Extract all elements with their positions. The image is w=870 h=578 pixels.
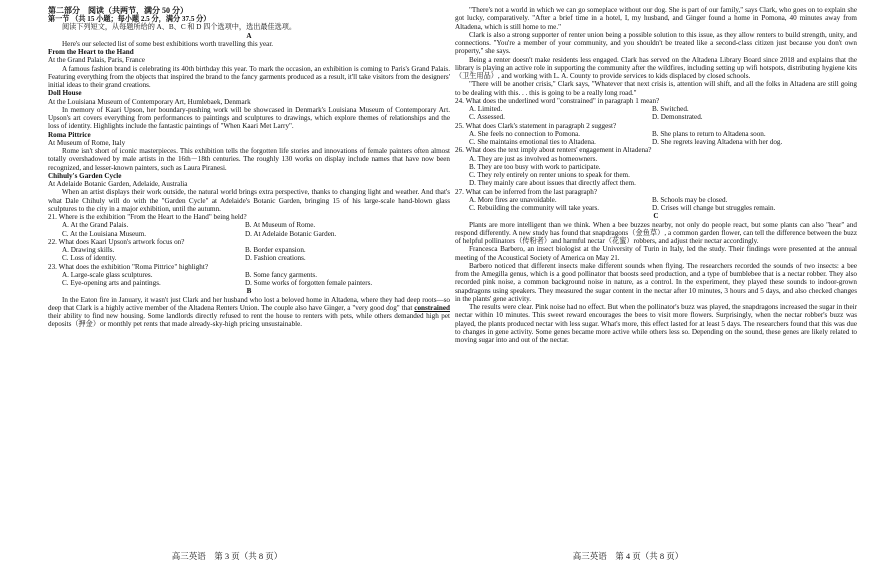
passage-b-paragraph-1-start: In the Eaton fire in January, it wasn't just Clark and her husband who lost a beloved home in Altadena, where they had deep roots—so deep that Clark is a highly active member of the Altadena Renters Union. The couple also have Ginger, a "very good dog" that <box>48 295 450 312</box>
option-25-b: B. She plans to return to Altadena soon. <box>652 129 766 138</box>
passage-c-paragraph-4: The results were clear. Pink noise had no effect. But when the pollinator's buzz was played, the snapdragons increased the sugar in their nectar within 10 minutes. This sweet reward encourages the bees to visit more flowers. Surprisingly, when the nectar robber's buzz was played, the plants produced nectar with less sugar. What's more, this effect lasted for at least 5 days. The researchers found that this was due to changes in gene activity. Some genes became more active while others less so. Depending on the sound, these genes are likely related to moving sugar into and out of the nectar. <box>455 303 857 344</box>
passage-c-paragraph-3: Barbero noticed that different insects make different sounds when flying. The researchers recorded the sounds of two insects: a bee from the Amegilla genus, which is a good pollinator that boosts seed production, and a type of bumblebee that is a nectar robber. They also recorded pink noise, a common background noise in nature, as a control. In the experiment, they played these sounds to indoor-grown snapdragons using speakers. They measured the sugar content in the nectar after 10 minutes, 3 hours and 5 days, and also checked changes in the plants' gene activity. <box>455 261 857 303</box>
exhibition-3-place: At Museum of Rome, Italy <box>48 138 126 147</box>
option-22-b: B. Border expansion. <box>245 246 306 254</box>
question-24-options <box>469 105 857 122</box>
section-title: 第一节 （共 15 小题；每小题 2.5 分，满分 37.5 分） <box>48 15 211 23</box>
option-21-d: D. At Adelaide Botanic Garden. <box>245 229 337 238</box>
passage-c-label: C <box>653 212 659 221</box>
question-25-options <box>469 130 857 147</box>
exhibition-3-text: Rome isn't short of iconic masterpieces. This exhibition tells the forgotten life stories and innovations of female painters often almost totally overshadowed by male artists in the 16th－18th centuries. The roughly 130 works on display include names that have now been recognized, and lesser-known painters, such as Laura Piranesi. <box>48 147 450 172</box>
option-21-b: B. At Museum of Rome. <box>245 221 316 230</box>
passage-b-paragraph-1 <box>48 296 450 329</box>
option-23-b: B. Some fancy garments. <box>245 270 317 279</box>
passage-c-paragraph-2: Francesca Barbero, an insect biologist at the University of Turin in Italy, led the study. Their findings were presented at the annual meeting of the Acoustical Society of America on May 21. <box>455 245 857 262</box>
exhibition-2-title: Doll House <box>48 89 82 98</box>
option-22-a: A. Drawing skills. <box>62 246 115 254</box>
exhibition-1-text: A famous fashion brand is celebrating its 40th birthday this year. To mark the occasion, an exhibition is coming to Paris's Grand Palais. Featuring everything from the objects that inspired the brand to the fancy garments produced as a result, it'll take visitors from the designers' initial ideas to their grand creations. <box>48 64 450 89</box>
exhibition-2-place: At the Louisiana Museum of Contemporary Art, Humlebaek, Denmark <box>48 97 251 106</box>
passage-a-intro: Here's our selected list of some best exhibitions worth travelling this year. <box>62 39 274 48</box>
part-title: 第二部分 阅读（共两节，满分 50 分） <box>48 6 188 15</box>
option-25-d: D. She regrets leaving Altadena with her dog. <box>652 138 783 146</box>
option-26-c: C. They rely entirely on renter unions to speak for them. <box>469 171 630 179</box>
right-column <box>455 6 857 344</box>
option-23-a: A. Large-scale glass sculptures. <box>62 270 153 279</box>
option-24-d: D. Demonstrated. <box>652 113 703 122</box>
option-25-c: C. She maintains emotional ties to Altadena. <box>469 138 596 146</box>
question-21-options <box>62 221 450 238</box>
option-25-a: A. She feels no connection to Pomona. <box>469 129 581 138</box>
option-26-b: B. They are too busy with work to participate. <box>469 162 601 171</box>
option-27-d: D. Crises will change but struggles remain. <box>652 204 776 212</box>
exhibition-3-title: Roma Pittrice <box>48 130 91 139</box>
option-23-d: D. Some works of forgotten female painters. <box>245 279 373 287</box>
passage-b-paragraph-3: Clark is also a strong supporter of renter union being a possible solution to this issue, as they allow renters to build strength, unity, and connections. "You're a member of your community, and you shouldn't be treated like a second-class citizen just because you don't own property," she says. <box>455 30 857 56</box>
option-26-a: A. They are just as involved as homeowners. <box>469 154 598 163</box>
page-footer-left: 高三英语 第 3 页（共 8 页） <box>171 551 283 561</box>
question-24: 24. What does the underlined word "constrained" in paragraph 1 mean? <box>455 96 660 105</box>
left-column <box>48 6 450 329</box>
exhibition-1-title: From the Heart to the Hand <box>48 48 134 56</box>
option-22-c: C. Loss of identity. <box>62 254 117 263</box>
question-22-options <box>62 246 450 263</box>
instruction: 阅读下列短文，从每题所给的 A、B、C 和 D 四个选项中，选出最佳选项。 <box>62 23 297 32</box>
option-26-d: D. They mainly care about issues that directly affect them. <box>469 179 636 188</box>
question-27-options <box>469 196 857 213</box>
question-26: 26. What does the text imply about renters' engagement in Altadena? <box>455 146 652 155</box>
question-23: 23. What does the exhibition "Roma Pittrice" highlight? <box>48 262 208 271</box>
exhibition-4-title: Chihuly's Garden Cycle <box>48 171 122 180</box>
passage-b-label: B <box>246 287 252 296</box>
question-22: 22. What does Kaari Upson's artwork focus on? <box>48 237 185 246</box>
option-22-d: D. Fashion creations. <box>245 254 306 263</box>
passage-b-paragraph-5: "There will be another crisis," Clark says, "Whatever that next crisis is, attention will shift, and all the folks in Altadena are still going to be dealing with this. . . this is going to be a really long road." <box>455 80 857 97</box>
passage-c-paragraph-1: Plants are more intelligent than we think. When a bee buzzes nearby, not only do people react, but some plants can also "hear" and respond differently. A new study has found that snapdragons（金鱼草）, a common garden flower, can tell the difference between the buzz of helpful pollinators（传粉者）and harmful nectar（花蜜）robbers, and adjust their nectar accordingly. <box>455 220 857 245</box>
option-27-c: C. Rebuilding the community will take years. <box>469 204 600 212</box>
option-23-c: C. Eye-opening arts and paintings. <box>62 279 161 287</box>
option-21-a: A. At the Grand Palais. <box>62 221 129 230</box>
option-27-b: B. Schools may be closed. <box>652 195 728 204</box>
question-25: 25. What does Clark's statement in paragraph 2 suggest? <box>455 121 617 130</box>
question-27: 27. What can be inferred from the last paragraph? <box>455 187 598 196</box>
exhibition-2-text: In memory of Kaari Upson, her boundary-pushing work will be showcased in Denmark's Louisiana Museum of Contemporary Art. Upson's art covers everything from performances to paintings and sculptures to drawings, which explore themes of relationships and the loss of identity. Highlights include the fantastic paintings of "When Kaari Met Larry". <box>48 105 450 131</box>
underlined-word: constrained <box>414 303 450 312</box>
passage-b-paragraph-1-end: their ability to find new housing. Some landlords directly refused to rent the house to renters with pets, while others demanded high pet deposits（押金）or monthly pet rents that made already-sky-high pricing unsustainable. <box>48 312 450 329</box>
option-24-a: A. Limited. <box>469 105 503 113</box>
exhibition-1-place: At the Grand Palais, Paris, France <box>48 56 145 65</box>
passage-a-label: A <box>246 31 252 40</box>
option-24-c: C. Assessed. <box>469 113 505 122</box>
exhibition-4-text: When an artist displays their work outside, the natural world brings extra perspective, thanks to changing light and weather. And that's what Dale Chihuly will do with the "Garden Cycle" at Adelaide's Botanic Garden, bringing 15 of his large-scale hand-blown glass sculptures to the city in a major exhibition, until the autumn. <box>48 188 450 213</box>
page-footer-right: 高三英语 第 4 页（共 8 页） <box>572 551 684 561</box>
option-24-b: B. Switched. <box>652 105 689 113</box>
passage-b-paragraph-2: "There's not a world in which we can go someplace without our dog. She is part of our family," says Clark, who goes on to explain she got lucky, comparatively. "After a brief time in a hotel, I, my husband, and Ginger found a home in Pomona, 40 minutes away from Altadena, which is still home to me." <box>455 6 857 31</box>
option-21-c: C. At the Louisiana Museum. <box>62 229 147 238</box>
question-21: 21. Where is the exhibition "From the Heart to the Hand" being held? <box>48 213 247 221</box>
option-27-a: A. More fires are unavoidable. <box>469 195 557 204</box>
question-23-options <box>62 271 450 288</box>
exhibition-4-place: At Adelaide Botanic Garden, Adelaide, Australia <box>48 180 188 188</box>
passage-b-paragraph-4: Being a renter doesn't make residents less engaged. Clark has served on the Altadena Library Board since 2018 and explains that the library is playing an active role in supporting the community after the wildfires, including setting up wifi hotspots, distributing hygiene kits（卫生用品）, and working with L. A. County to provide services to kids displaced by closed schools. <box>455 55 857 80</box>
